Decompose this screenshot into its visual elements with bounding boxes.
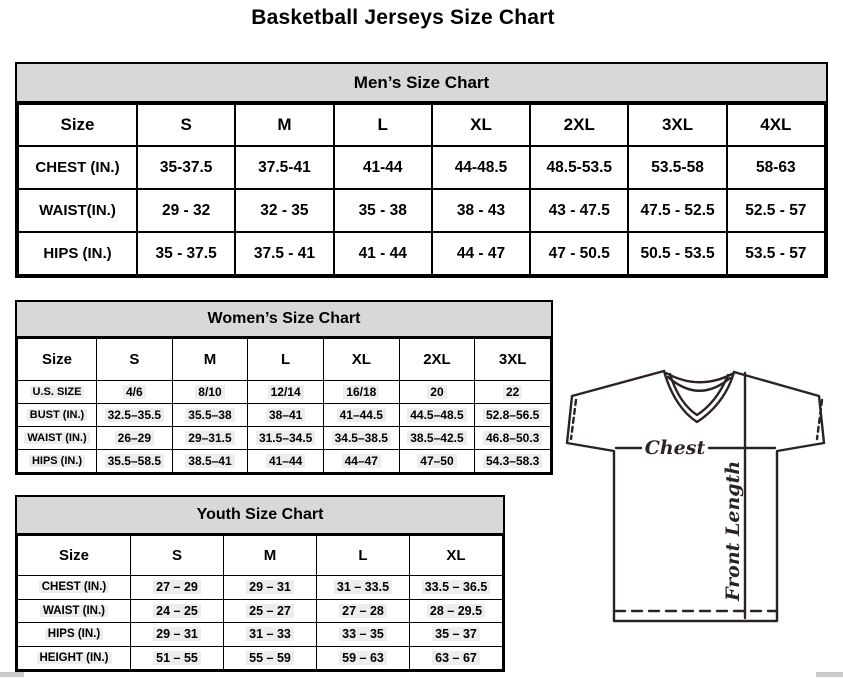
size-value-text: 16/18	[343, 385, 379, 399]
size-value-text: 52.5 - 57	[745, 201, 807, 219]
size-value-cell	[248, 404, 324, 427]
column-header-xl: XL	[323, 339, 399, 381]
size-value-cell	[131, 623, 224, 647]
row-label	[18, 404, 97, 427]
size-value-text: 38.5–42.5	[407, 431, 466, 445]
size-value-text: 48.5-53.5	[546, 158, 613, 176]
size-value-cell	[172, 381, 248, 404]
size-value-text: 35 - 37.5	[155, 244, 217, 262]
table-row	[18, 146, 825, 189]
size-value-cell	[323, 381, 399, 404]
size-value-cell	[137, 232, 235, 275]
size-value-text: 31 – 33.5	[334, 580, 392, 594]
size-value-text: 29–31.5	[185, 431, 234, 445]
row-label-text: HIPS (IN.)	[43, 245, 112, 262]
size-value-text: 43 - 47.5	[548, 201, 610, 219]
youth-table	[17, 535, 503, 670]
size-value-cell	[224, 576, 317, 600]
row-label	[18, 646, 131, 670]
size-value-cell	[399, 450, 475, 473]
size-value-text: 37.5-41	[258, 158, 311, 176]
row-label	[18, 146, 137, 189]
size-value-text: 38 - 43	[456, 201, 506, 219]
row-label	[18, 576, 131, 600]
column-header-3xl: 3XL	[628, 104, 726, 146]
size-value-cell	[410, 576, 503, 600]
size-value-text: 33 – 35	[339, 627, 387, 641]
size-value-text: 63 – 67	[432, 651, 480, 665]
row-label-text: HEIGHT (IN.)	[37, 652, 112, 664]
size-value-cell	[172, 427, 248, 450]
column-header-s: S	[97, 339, 173, 381]
size-value-text: 22	[503, 385, 522, 399]
column-header-size: Size	[18, 339, 97, 381]
size-value-text: 4/6	[123, 385, 146, 399]
size-value-cell	[399, 404, 475, 427]
size-value-cell	[334, 146, 432, 189]
size-value-cell	[224, 646, 317, 670]
size-value-cell	[172, 404, 248, 427]
row-label	[18, 450, 97, 473]
jersey-measurement-diagram	[563, 364, 835, 626]
size-value-cell	[410, 623, 503, 647]
size-value-text: 44-48.5	[454, 158, 508, 176]
size-value-text: 12/14	[268, 385, 304, 399]
size-value-cell	[131, 599, 224, 623]
size-value-cell	[137, 189, 235, 232]
size-value-cell	[248, 381, 324, 404]
page-title: Basketball Jerseys Size Chart	[251, 6, 555, 29]
size-value-text: 8/10	[195, 385, 224, 399]
size-value-text: 46.8–50.3	[483, 431, 542, 445]
size-value-cell	[235, 146, 333, 189]
size-value-cell	[475, 381, 551, 404]
size-value-cell	[317, 646, 410, 670]
table-row	[18, 576, 503, 600]
table-row	[18, 623, 503, 647]
size-value-text: 41–44	[266, 454, 305, 468]
row-label-text: BUST (IN.)	[27, 409, 87, 421]
table-row	[18, 427, 551, 450]
row-label	[18, 232, 137, 275]
size-value-text: 44–47	[342, 454, 381, 468]
size-value-cell	[628, 189, 726, 232]
womens-size-chart	[15, 300, 553, 475]
row-label-text: U.S. SIZE	[30, 386, 85, 398]
size-value-cell	[399, 427, 475, 450]
size-value-cell	[323, 427, 399, 450]
size-value-cell	[97, 404, 173, 427]
size-value-cell	[410, 646, 503, 670]
size-value-cell	[628, 232, 726, 275]
size-value-cell	[323, 404, 399, 427]
size-value-cell	[235, 189, 333, 232]
size-value-cell	[248, 427, 324, 450]
column-header-2xl: 2XL	[399, 339, 475, 381]
column-header-s: S	[137, 104, 235, 146]
size-value-text: 31.5–34.5	[256, 431, 315, 445]
table-row	[18, 381, 551, 404]
column-header-xl: XL	[410, 536, 503, 576]
size-value-cell	[727, 146, 825, 189]
size-value-cell	[475, 427, 551, 450]
size-value-cell	[432, 146, 530, 189]
column-header-4xl: 4XL	[727, 104, 825, 146]
column-header-l: L	[334, 104, 432, 146]
size-value-cell	[334, 232, 432, 275]
size-value-text: 35.5–38	[185, 408, 234, 422]
size-value-cell	[172, 450, 248, 473]
size-value-cell	[317, 599, 410, 623]
size-value-text: 33.5 – 36.5	[422, 580, 491, 594]
size-value-text: 47–50	[417, 454, 456, 468]
size-value-text: 44 - 47	[456, 244, 506, 262]
size-value-cell	[317, 623, 410, 647]
column-header-m: M	[172, 339, 248, 381]
size-value-text: 35-37.5	[159, 158, 213, 176]
size-value-text: 29 – 31	[153, 627, 201, 641]
size-value-text: 47 - 50.5	[548, 244, 610, 262]
size-value-text: 54.3–58.3	[483, 454, 542, 468]
size-value-cell	[530, 189, 628, 232]
size-value-text: 37.5 - 41	[253, 244, 316, 262]
size-value-cell	[131, 576, 224, 600]
table-row	[18, 599, 503, 623]
row-label	[18, 623, 131, 647]
size-value-cell	[97, 427, 173, 450]
size-value-text: 52.8–56.5	[483, 408, 542, 422]
row-label	[18, 189, 137, 232]
column-header-m: M	[224, 536, 317, 576]
row-label	[18, 599, 131, 623]
column-header-2xl: 2XL	[530, 104, 628, 146]
column-header-3xl: 3XL	[475, 339, 551, 381]
header-row	[18, 104, 825, 146]
youth-chart-title: Youth Size Chart	[17, 497, 503, 535]
size-value-cell	[131, 646, 224, 670]
size-value-text: 35 - 38	[358, 201, 407, 219]
size-value-text: 53.5-58	[651, 158, 704, 176]
size-value-text: 35 – 37	[432, 627, 480, 641]
size-value-text: 27 – 28	[339, 604, 387, 618]
header-row	[18, 536, 503, 576]
size-value-cell	[475, 450, 551, 473]
horizontal-scrollbar-fragment-right[interactable]	[816, 672, 843, 677]
size-value-text: 29 - 32	[162, 201, 211, 219]
size-value-cell	[727, 232, 825, 275]
size-value-text: 32.5–35.5	[105, 408, 164, 422]
row-label-text: HIPS (IN.)	[45, 628, 103, 640]
womens-table	[17, 338, 551, 473]
size-value-cell	[334, 189, 432, 232]
size-value-text: 53.5 - 57	[745, 244, 807, 262]
size-value-text: 31 – 33	[246, 627, 294, 641]
size-value-text: 44.5–48.5	[407, 408, 466, 422]
table-row	[18, 646, 503, 670]
table-row	[18, 404, 551, 427]
size-value-text: 41-44	[362, 158, 403, 176]
youth-size-chart	[15, 495, 505, 672]
row-label-text: CHEST (IN.)	[35, 159, 120, 176]
column-header-size: Size	[18, 536, 131, 576]
size-value-text: 41–44.5	[337, 408, 386, 422]
table-row	[18, 450, 551, 473]
column-header-l: L	[317, 536, 410, 576]
chest-label: Chest	[644, 437, 706, 459]
size-value-cell	[399, 381, 475, 404]
size-value-text: 28 – 29.5	[427, 604, 485, 618]
column-header-m: M	[235, 104, 333, 146]
size-value-cell	[727, 189, 825, 232]
size-value-cell	[235, 232, 333, 275]
row-label-text: WAIST(IN.)	[39, 202, 116, 219]
size-value-text: 25 – 27	[246, 604, 294, 618]
size-value-cell	[432, 189, 530, 232]
size-value-text: 38.5–41	[185, 454, 234, 468]
size-value-cell	[248, 450, 324, 473]
size-value-text: 32 - 35	[260, 201, 309, 219]
mens-chart-title: Men’s Size Chart	[17, 64, 826, 103]
table-row	[18, 189, 825, 232]
size-value-text: 34.5–38.5	[332, 431, 391, 445]
row-label	[18, 427, 97, 450]
size-value-text: 20	[427, 385, 446, 399]
size-value-text: 59 – 63	[339, 651, 387, 665]
size-value-text: 38–41	[266, 408, 305, 422]
size-value-cell	[432, 232, 530, 275]
size-value-text: 27 – 29	[153, 580, 201, 594]
size-value-text: 29 – 31	[246, 580, 294, 594]
size-value-cell	[97, 450, 173, 473]
row-label-text: WAIST (IN.)	[24, 432, 89, 444]
size-value-text: 47.5 - 52.5	[640, 201, 715, 219]
column-header-s: S	[131, 536, 224, 576]
size-value-cell	[323, 450, 399, 473]
size-value-text: 35.5–58.5	[105, 454, 164, 468]
size-value-text: 50.5 - 53.5	[640, 244, 715, 262]
size-value-cell	[317, 576, 410, 600]
collar-back-arc-1	[666, 373, 732, 382]
womens-chart-title: Women’s Size Chart	[17, 302, 551, 338]
size-value-cell	[137, 146, 235, 189]
row-label-text: CHEST (IN.)	[39, 581, 110, 593]
row-label-text: HIPS (IN.)	[29, 455, 85, 467]
column-header-l: L	[248, 339, 324, 381]
horizontal-scrollbar-fragment-left[interactable]	[0, 672, 24, 677]
size-value-cell	[628, 146, 726, 189]
mens-table	[17, 103, 826, 276]
size-value-cell	[530, 232, 628, 275]
row-label-text: WAIST (IN.)	[40, 605, 108, 617]
row-label	[18, 381, 97, 404]
front-length-label: Front Length	[722, 460, 744, 601]
size-value-cell	[224, 599, 317, 623]
size-value-text: 24 – 25	[153, 604, 201, 618]
column-header-xl: XL	[432, 104, 530, 146]
jersey-outline	[567, 371, 824, 621]
size-value-text: 58-63	[756, 158, 796, 176]
size-value-text: 41 - 44	[358, 244, 407, 262]
size-value-cell	[475, 404, 551, 427]
mens-size-chart	[15, 62, 828, 278]
size-value-cell	[97, 381, 173, 404]
size-value-text: 26–29	[115, 431, 154, 445]
header-row	[18, 339, 551, 381]
size-value-text: 55 – 59	[246, 651, 294, 665]
size-value-cell	[224, 623, 317, 647]
column-header-size: Size	[18, 104, 137, 146]
size-value-cell	[410, 599, 503, 623]
size-value-cell	[530, 146, 628, 189]
size-value-text: 51 – 55	[153, 651, 201, 665]
table-row	[18, 232, 825, 275]
